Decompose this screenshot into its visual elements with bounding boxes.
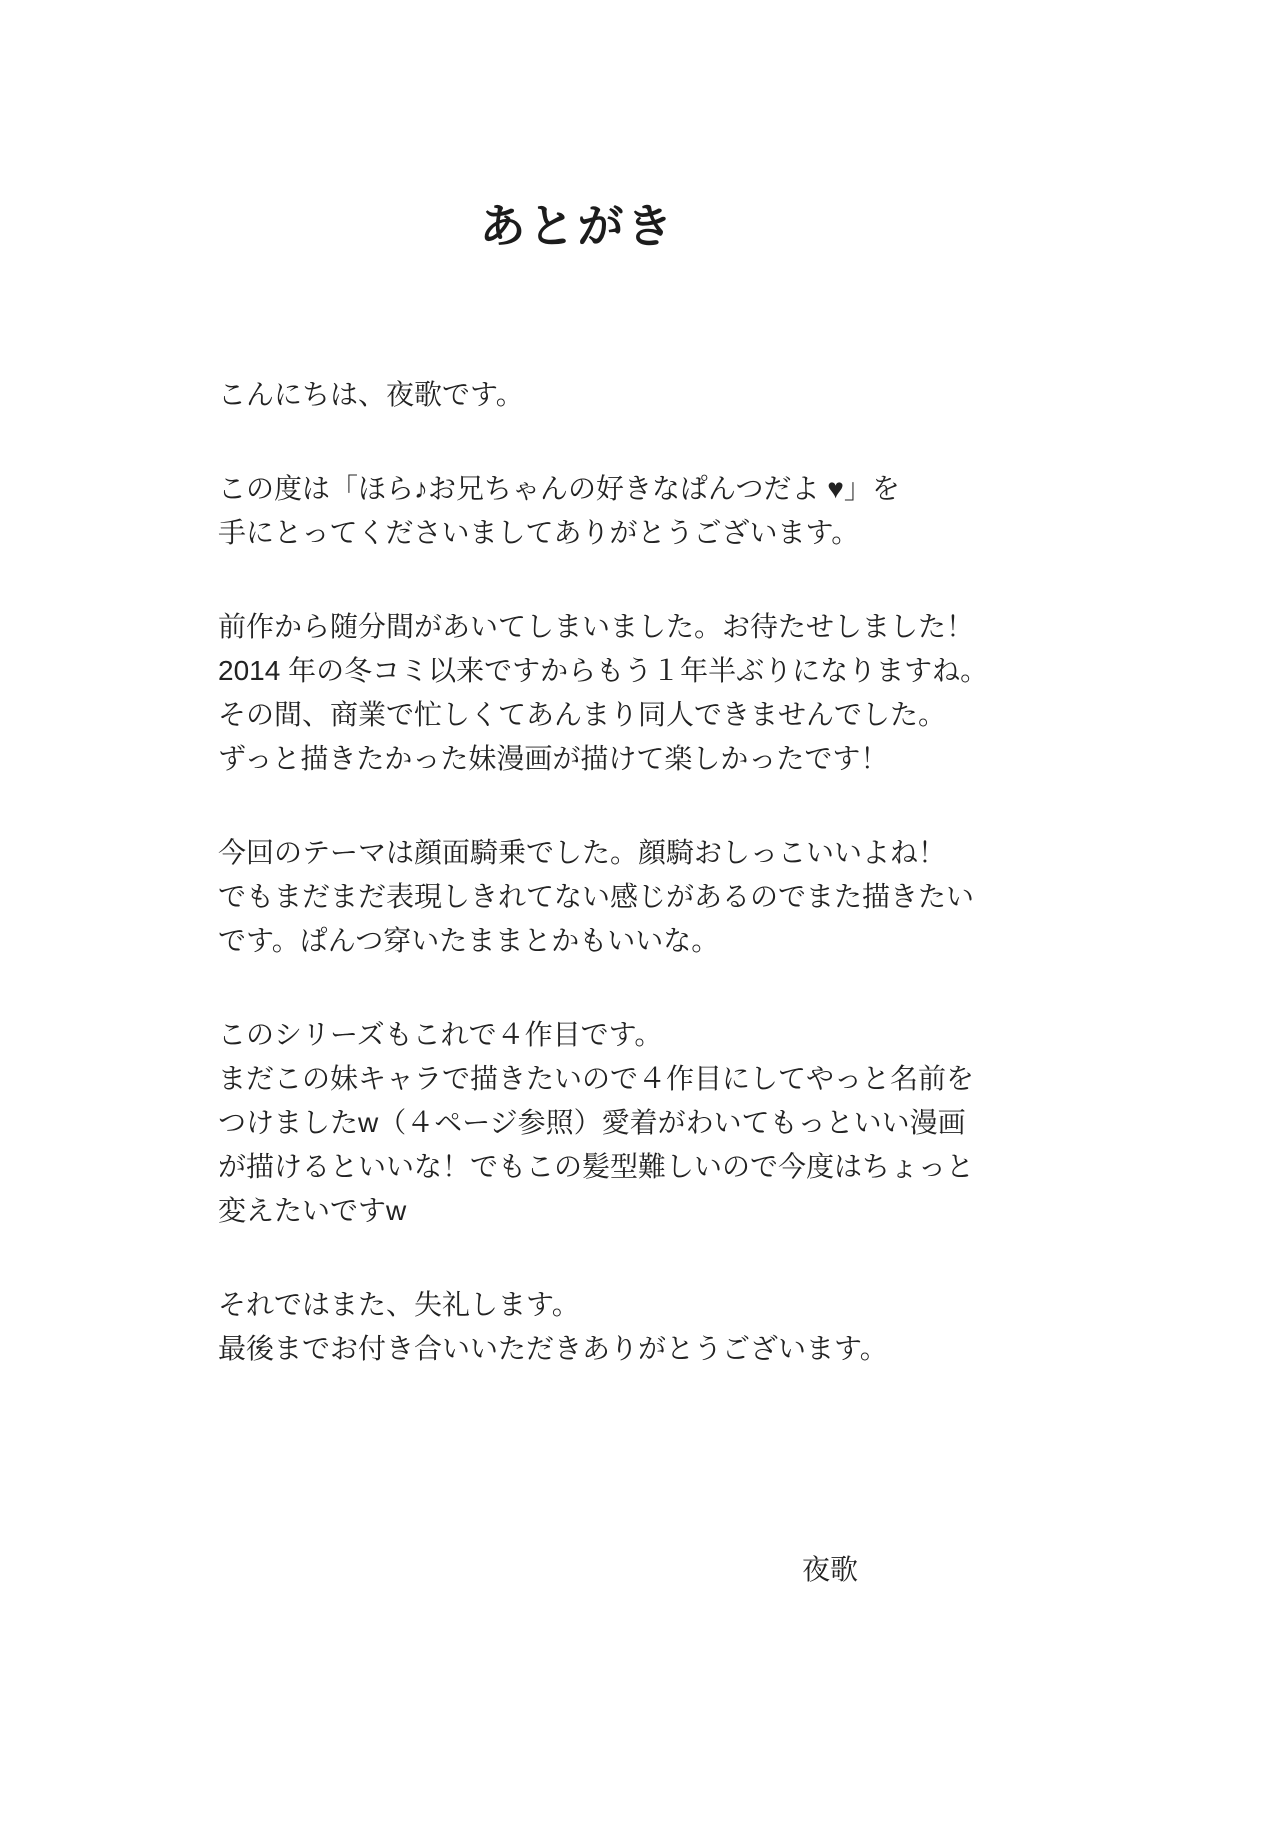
- paragraph-thanks: [218, 467, 1198, 555]
- page-title: あとがき: [479, 200, 676, 252]
- text-line: 最後までお付き合いいただきありがとうございます。: [218, 1333, 888, 1364]
- text-line: それではまた、失礼します。: [218, 1289, 580, 1320]
- text-line: でもまだまだ表現しきれてない感じがあるのでまた描きたい: [218, 881, 975, 912]
- text-line: 手にとってくださいましてありがとうございます。: [218, 517, 860, 548]
- text-line: です。ぱんつ穿いたままとかもいいな。: [218, 925, 720, 956]
- text-line: ずっと描きたかった妹漫画が描けて楽しかったです！: [218, 743, 889, 774]
- paragraph-greeting: [218, 373, 1198, 417]
- text-line: つけましたw（４ページ参照）愛着がわいてもっといい漫画: [218, 1107, 966, 1138]
- text-line: 2014 年の冬コミ以来ですからもう１年半ぶりになりますね。: [218, 655, 989, 686]
- text-line: その間、商業で忙しくてあんまり同人できませんでした。: [218, 699, 947, 730]
- afterword-body: [218, 373, 1198, 1421]
- paragraph-series: [218, 1013, 1198, 1233]
- text-line: 前作から随分間があいてしまいました。お待たせしました！: [218, 611, 975, 642]
- text-line: このシリーズもこれで４作目です。: [218, 1019, 663, 1050]
- text-line: こんにちは、夜歌です。: [218, 379, 524, 410]
- paragraph-theme: [218, 831, 1198, 963]
- paragraph-farewell: [218, 1283, 1198, 1371]
- text-line: 今回のテーマは顔面騎乗でした。顔騎おしっこいいよね！: [218, 837, 947, 868]
- paragraph-long-time: [218, 605, 1198, 781]
- text-line: この度は「ほら♪お兄ちゃんの好きなぱんつだよ ♥」を: [218, 473, 900, 504]
- text-line: まだこの妹キャラで描きたいので４作目にしてやっと名前を: [218, 1063, 975, 1094]
- author-signature: 夜歌: [802, 1554, 859, 1585]
- text-line: が描けるといいな！でもこの髪型難しいので今度はちょっと: [218, 1151, 975, 1182]
- text-line: 変えたいですw: [218, 1195, 407, 1226]
